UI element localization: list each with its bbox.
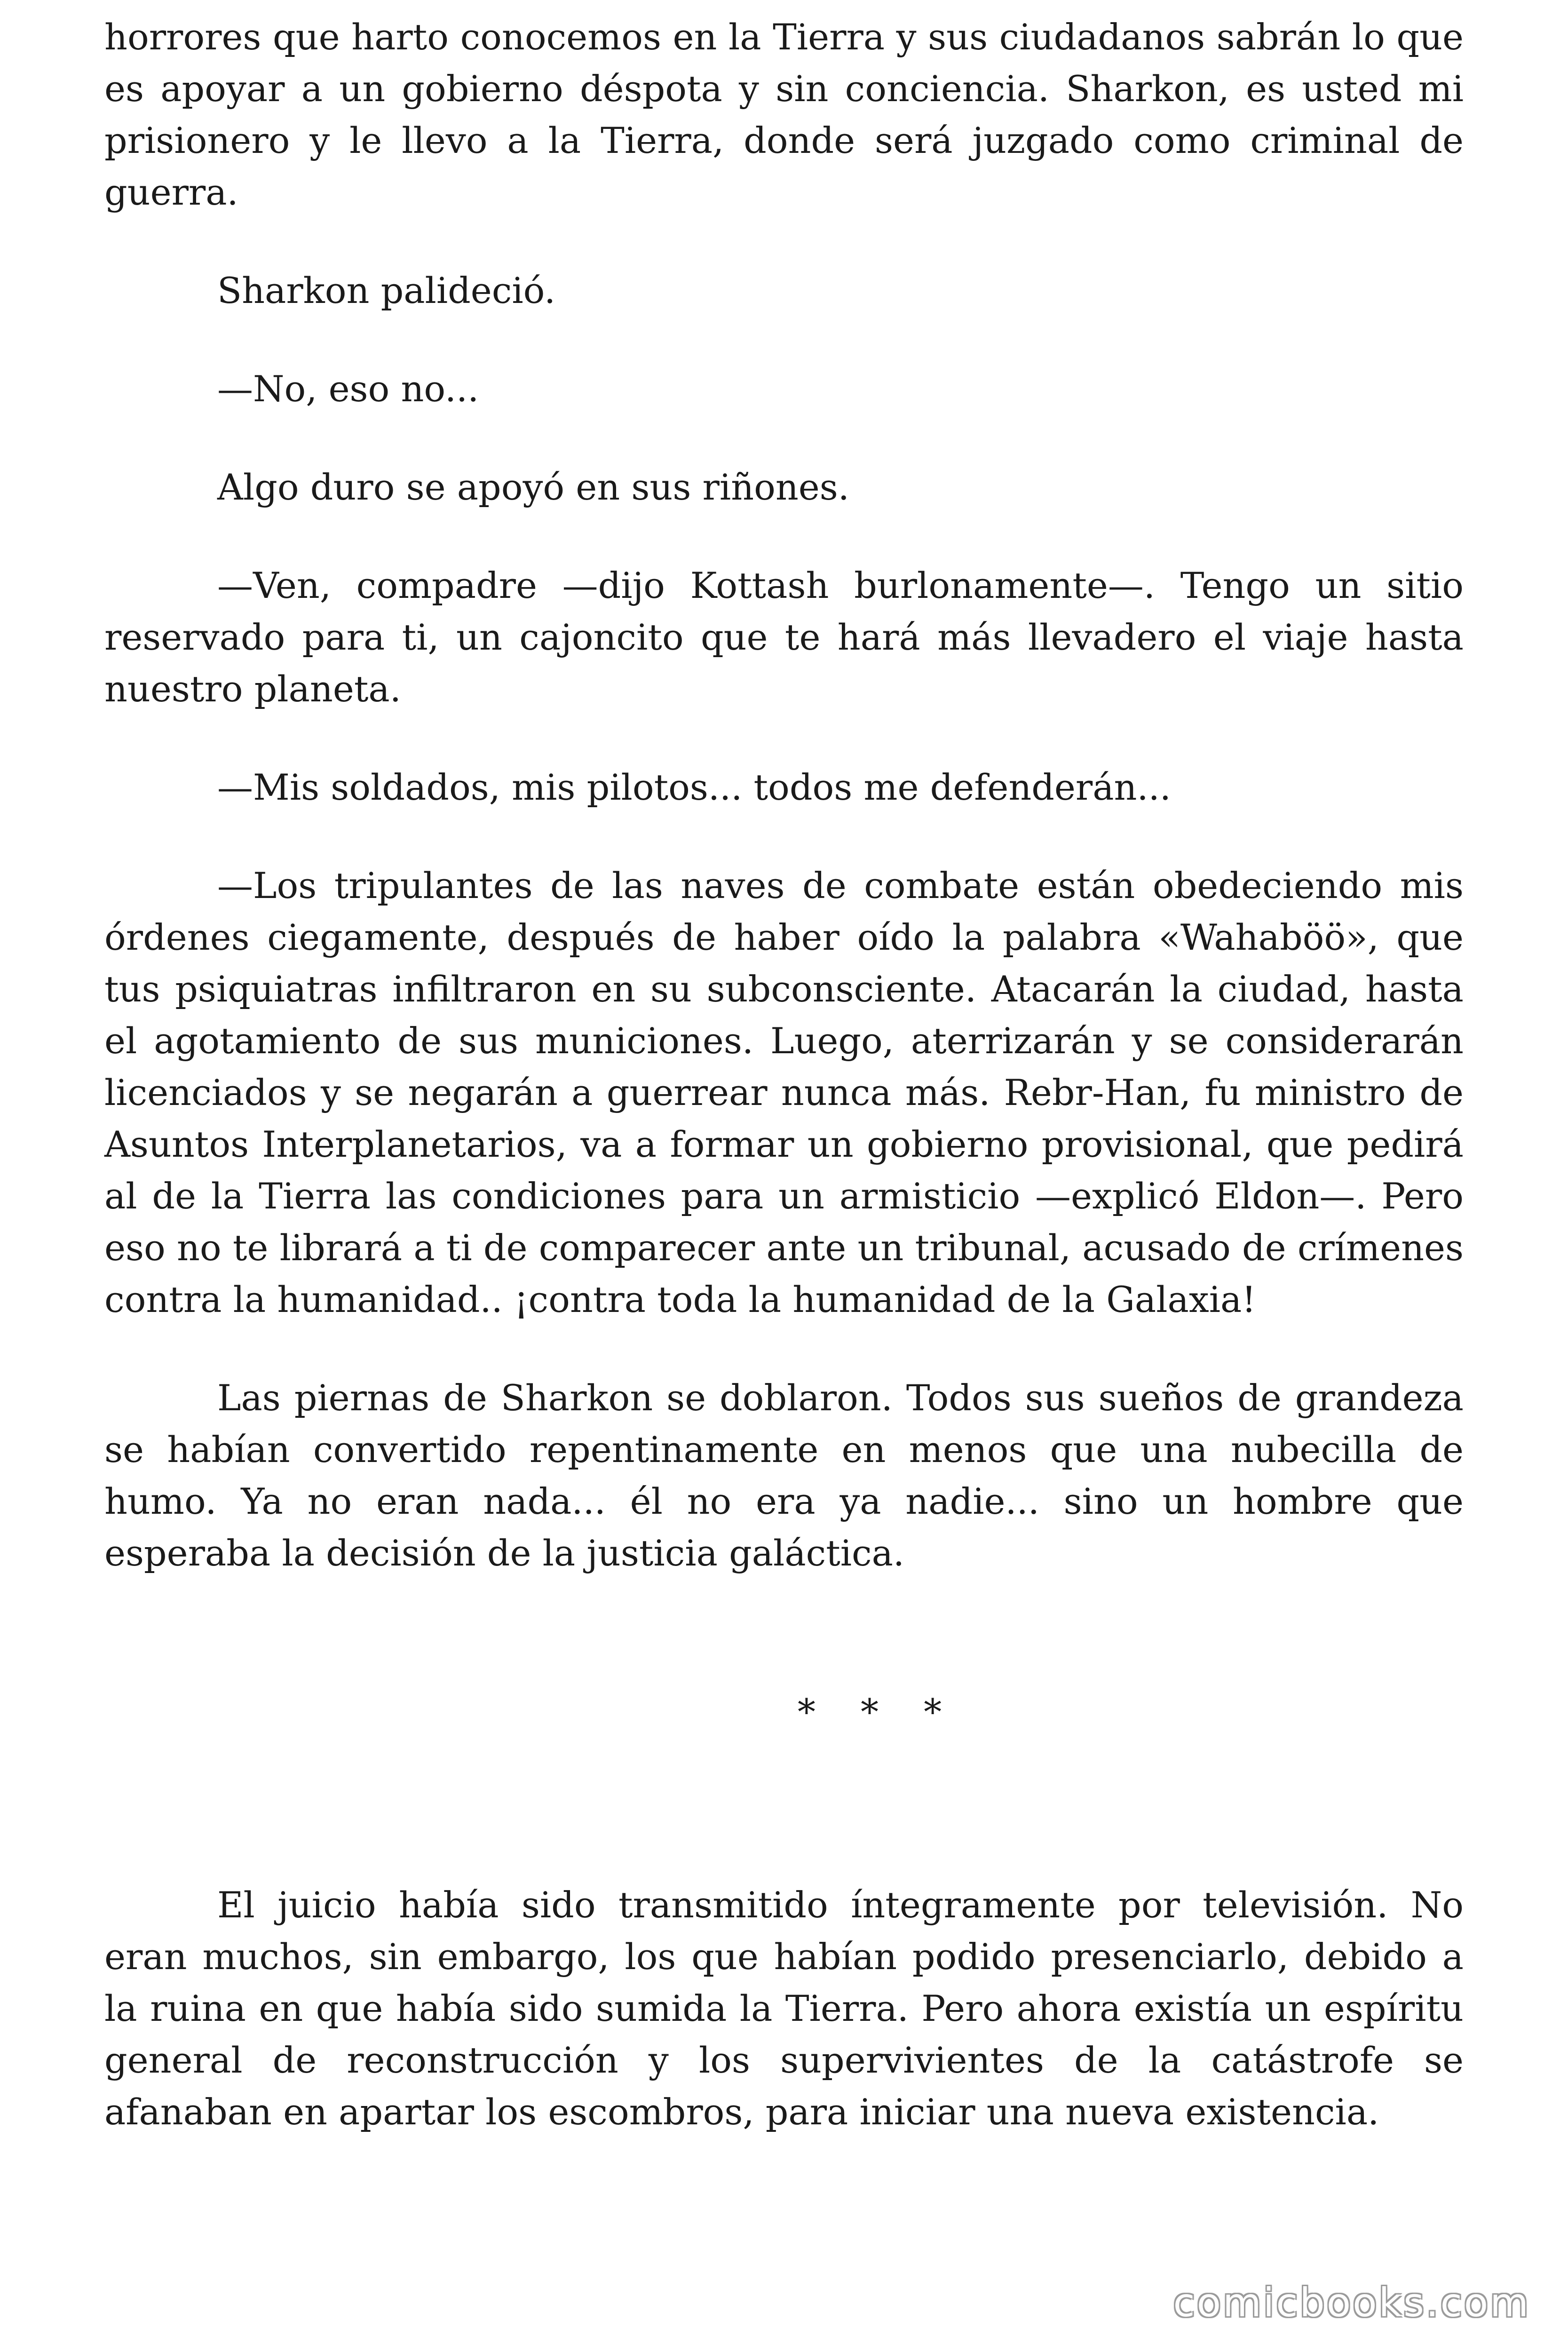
paragraph-continuation: horrores que harto conocemos en la Tierra y sus ciudadanos sabrán lo que es apoyar a un gobierno déspota y sin conciencia. Sharkon, es usted mi prisionero y le llevo a la Tierra, donde será juzgado como criminal de guerra. xyxy=(104,16,1464,213)
book-page xyxy=(104,11,1464,2185)
watermark: comicbooks.com xyxy=(1173,2280,1530,2326)
paragraph: —Mis soldados, mis pilotos... todos me defenderán... xyxy=(217,766,1171,808)
paragraph: —Los tripulantes de las naves de combate están obedeciendo mis órdenes ciegamente, después de haber oído la palabra «Wahaböö», que tus psiquiatras infiltraron en su subconsciente. Atacarán la ciudad, hasta el agotamiento de sus municiones. Luego, aterrizarán y se considerarán licenciados y se negarán a guerrear nunca más. Rebr-Han, fu ministro de Asuntos Interplanetarios, va a formar un gobierno provisional, que pedirá al de la Tierra las condiciones para un armisticio —explicó Eldon—. Pero eso no te librará a ti de comparecer ante un tribunal, acusado de crímenes contra la humanidad.. ¡contra toda la humanidad de la Galaxia! xyxy=(104,865,1464,1320)
paragraph: Sharkon palideció. xyxy=(217,270,556,311)
paragraph: El juicio había sido transmitido íntegramente por televisión. No eran muchos, sin embargo, los que habían podido presenciarlo, debido a la ruina en que había sido sumida la Tierra. Pero ahora existía un espíritu general de reconstrucción y los supervivientes de la catástrofe se afanaban en apartar los escombros, para iniciar una nueva existencia. xyxy=(104,1884,1464,2133)
paragraph: —No, eso no... xyxy=(217,368,479,410)
paragraph: Algo duro se apoyó en sus riñones. xyxy=(217,466,849,508)
section-separator: * * * xyxy=(797,1691,959,1733)
paragraph: —Ven, compadre —dijo Kottash burlonamente—. Tengo un sitio reservado para ti, un cajoncito que te hará más llevadero el viaje hasta nuestro planeta. xyxy=(104,564,1464,710)
paragraph: Las piernas de Sharkon se doblaron. Todos sus sueños de grandeza se habían convertido repentinamente en menos que una nubecilla de humo. Ya no eran nada... él no era ya nadie... sino un hombre que esperaba la decisión de la justicia galáctica. xyxy=(104,1377,1464,1574)
